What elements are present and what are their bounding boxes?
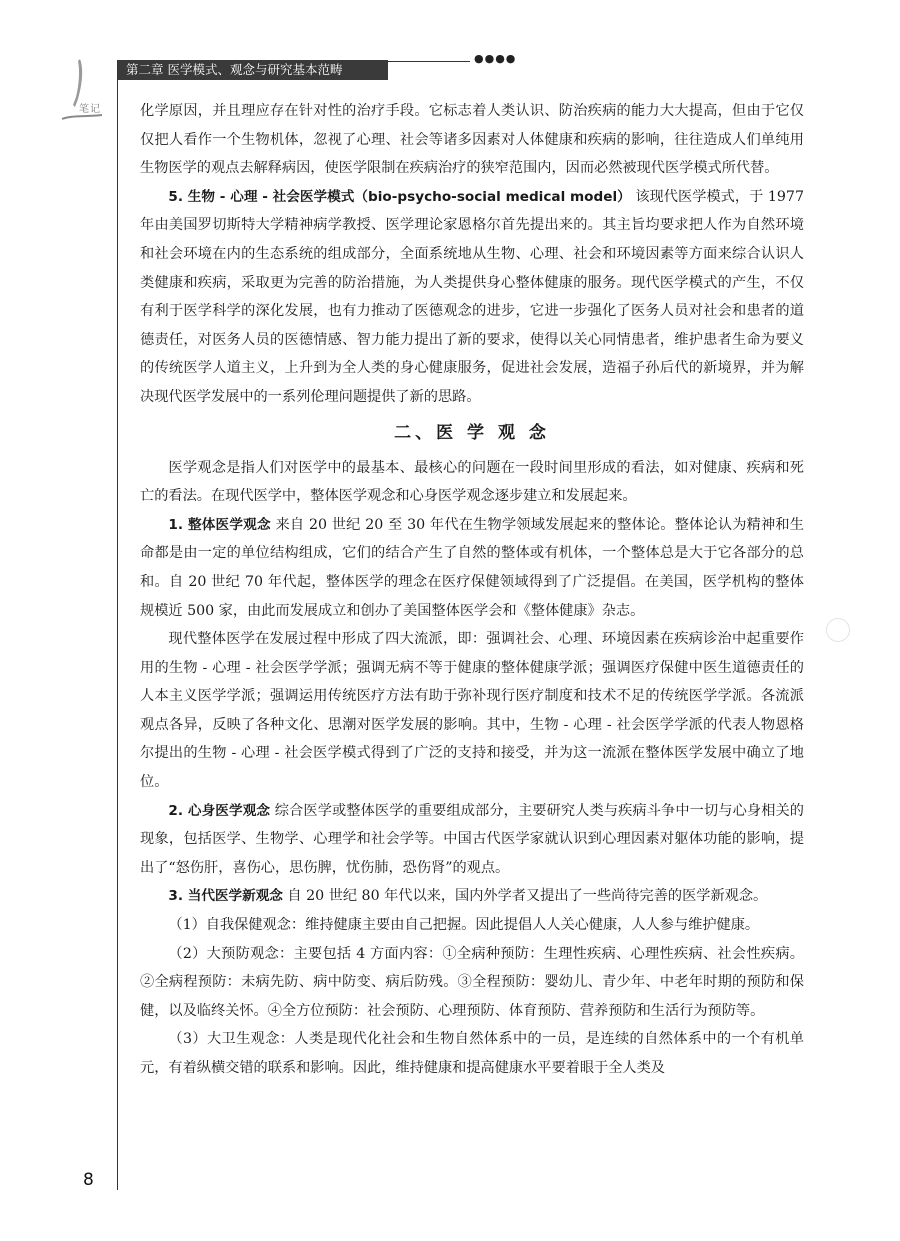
term-heading: 3. 当代医学新观念 (168, 888, 283, 905)
paragraph-text: 自 20 世纪 80 年代以来，国内外学者又提出了一些尚待完善的医学新观念。 (282, 888, 768, 905)
page-number: 8 (83, 1170, 94, 1190)
paragraph-text: 综合医学或整体医学的重要组成部分，主要研究人类与疾病斗争中一切与心身相关的现象，包括医学、生物学、心理学和社会学等。中国古代医学家就认识到心理因素对躯体功能的影响，提出了“怒伤肝，喜伤心，思伤脾，忧伤肺，恐伤肾”的观点。 (140, 802, 804, 876)
note-label: 笔记 (79, 104, 101, 115)
watermark-circle (826, 618, 850, 642)
paragraph: 化学原因，并且理应存在针对性的治疗手段。它标志着人类认识、防治疾病的能力大大提高，但由于它仅仅把人看作一个生物机体，忽视了心理、社会等诸多因素对人体健康和疾病的影响，往往造成人们单纯用生物医学的观点去解释病因，使医学限制在疾病治疗的狭窄范围内，因而必然被现代医学模式所代替。 (140, 103, 804, 177)
paragraph (140, 882, 804, 911)
paragraph (140, 511, 804, 625)
paragraph: （1）自我保健观念：维持健康主要由自己把握。因此提倡人人关心健康，人人参与维护健康。 (168, 917, 760, 934)
chapter-header: 第二章 医学模式、观念与研究基本范畴 (118, 60, 388, 80)
header-dots: ●●●● (474, 52, 517, 65)
paragraph: （3）大卫生观念：人类是现代化社会和生物自然体系中的一员，是连续的自然体系中的一个有机单元，有着纵横交错的联系和影响。因此，维持健康和提高健康水平要着眼于全人类及 (140, 1031, 804, 1076)
term-heading: 1. 整体医学观念 (168, 516, 271, 533)
paragraph (140, 183, 804, 412)
paragraph-text: 来自 20 世纪 20 至 30 年代在生物学领域发展起来的整体论。整体论认为精神和生命都是由一定的单位结构组成，它们的结合产生了自然的整体或有机体，一个整体总是大于它各部分的总和。自 20 世纪 70 年代起，整体医学的理念在医疗保健领域得到了广泛提倡。在美国，医学机构的整体规模近 500 家，由此而发展成立和创办了美国整体医学会和《整体健康》杂志。 (140, 516, 804, 619)
paragraph-text: 该现代医学模式，于 1977 年由美国罗切斯特大学精神病学教授、医学理论家恩格尔首先提出来的。其主旨均要求把人作为自然环境和社会环境在内的生态系统的组成部分，全面系统地从生物、心理、社会和环境因素等方面来综合认识人类健康和疾病，采取更为完善的防治措施，为人类提供身心整体健康的服务。现代医学模式的产生，不仅有利于医学科学的深化发展，也有力推动了医德观念的进步，它进一步强化了医务人员对社会和患者的道德责任，对医务人员的医德情感、智力能力提出了新的要求，使得以关心同情患者，维护患者生命为要义的传统医学人道主义，上升到为全人类的身心健康服务，促进社会发展，造福子孙后代的新境界，并为解决现代医学发展中的一系列伦理问题提供了新的思路。 (140, 188, 804, 405)
section-title: 二、医 学 观 念 (394, 422, 550, 443)
paragraph: 现代整体医学在发展过程中形成了四大流派，即：强调社会、心理、环境因素在疾病诊治中起重要作用的生物 - 心理 - 社会医学学派；强调无病不等于健康的整体健康学派；强调医疗保健中医生道德责任的人本主义医学学派；强调运用传统医疗方法有助于弥补现行医疗制度和技术不足的传统医学学派。各流派观点各异，反映了各种文化、思潮对医学发展的影响。其中，生物 - 心理 - 社会医学学派的代表人物恩格尔提出的生物 - 心理 - 社会医学模式得到了广泛的支持和接受，并为这一流派在整体医学发展中确立了地位。 (140, 631, 804, 791)
term-heading: 5. 生物 - 心理 - 社会医学模式（bio-psycho-social medical model） (168, 188, 631, 205)
paragraph: （2）大预防观念：主要包括 4 方面内容：①全病种预防：生理性疾病、心理性疾病、社会性疾病。②全病程预防：未病先防、病中防变、病后防残。③全程预防：婴幼儿、青少年、中老年时期的预防和保健，以及临终关怀。④全方位预防：社会预防、心理预防、体育预防、营养预防和生活行为预防等。 (140, 945, 804, 1019)
term-heading: 2. 心身医学观念 (168, 802, 271, 819)
paragraph: 医学观念是指人们对医学中的最基本、最核心的问题在一段时间里形成的看法，如对健康、疾病和死亡的看法。在现代医学中，整体医学观念和心身医学观念逐步建立和发展起来。 (140, 459, 804, 505)
margin-rule (117, 60, 118, 1190)
page-body (140, 97, 804, 1083)
header-rule (388, 61, 470, 62)
paragraph (140, 797, 804, 883)
